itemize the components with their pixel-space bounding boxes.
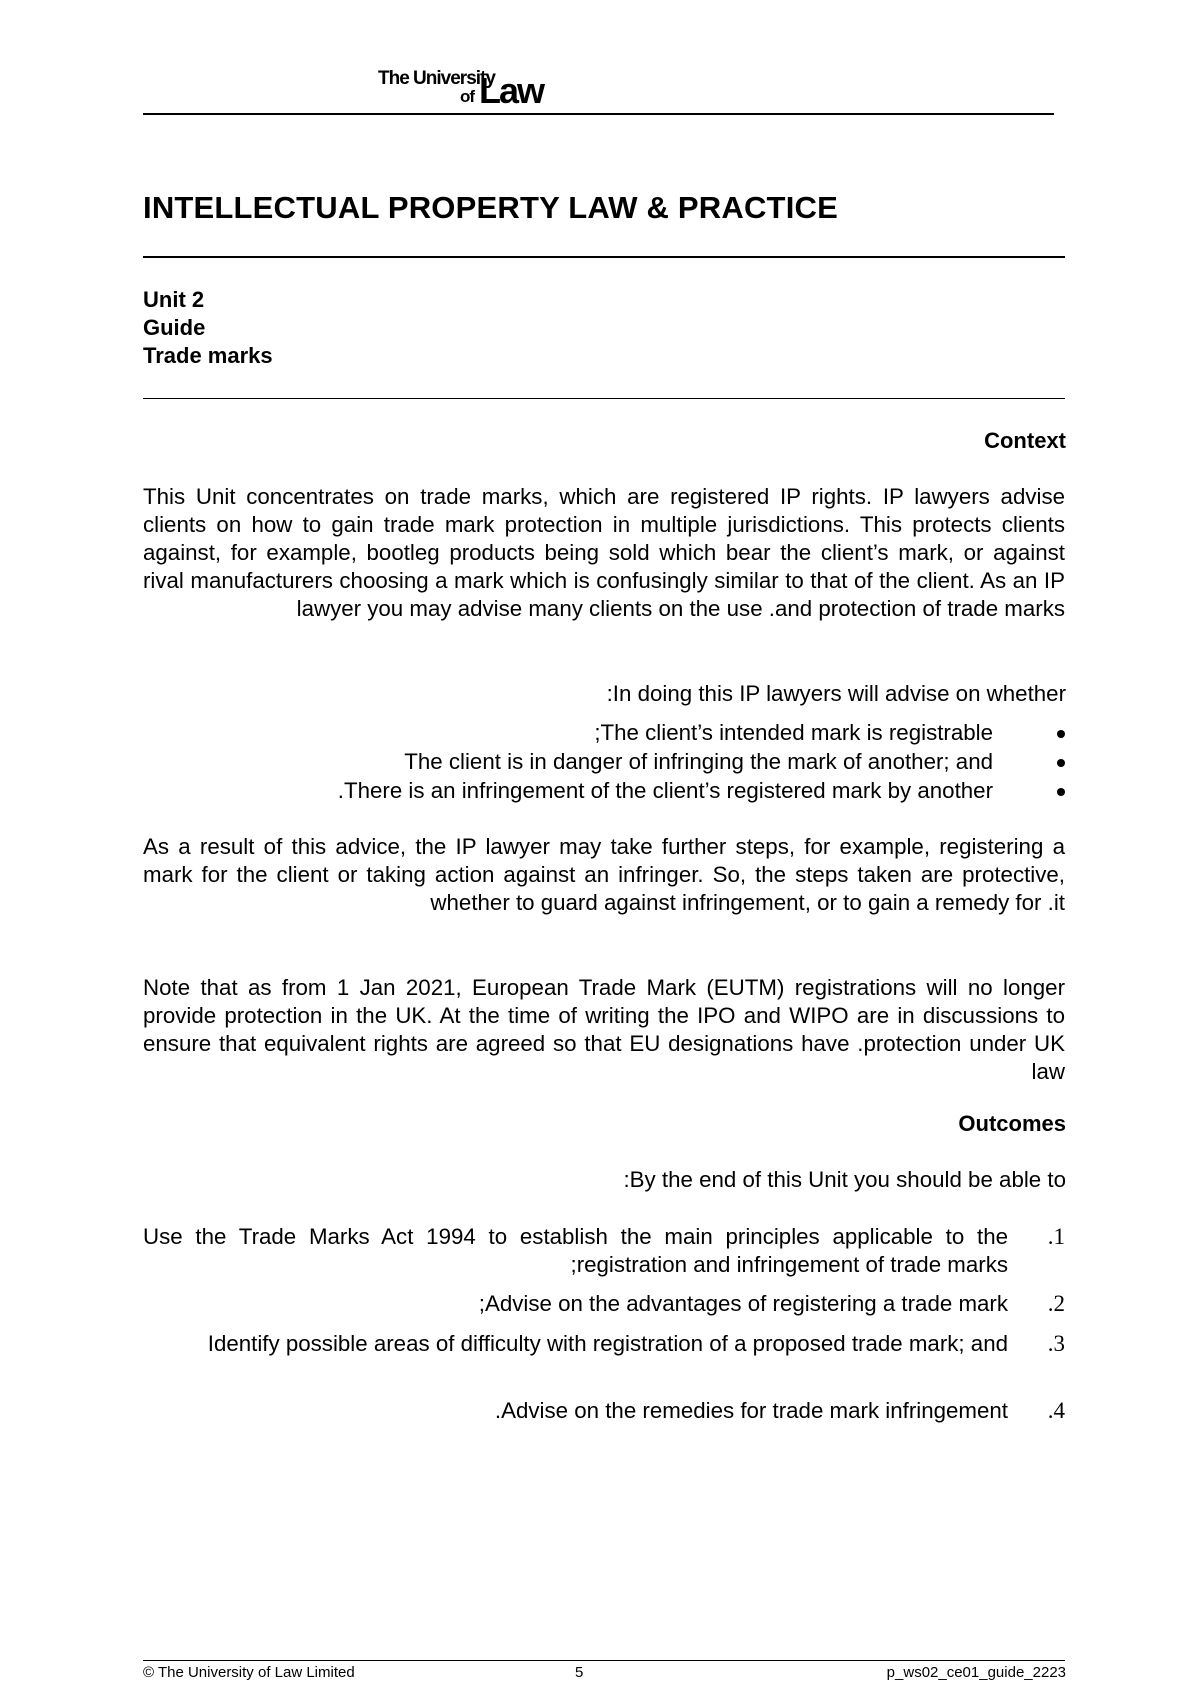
unit-type: Guide <box>143 315 206 340</box>
unit-topic: Trade marks <box>143 343 273 368</box>
bullet-text: The client is in danger of infringing the mark of another; and <box>404 749 993 774</box>
outcome-number: .4 <box>1047 1398 1065 1423</box>
unit-rule <box>143 398 1065 399</box>
outcome-item <box>143 1330 1065 1386</box>
bullet-text: ;The client’s intended mark is registrable <box>594 720 993 745</box>
context-paragraph-1: This Unit concentrates on trade marks, which are registered IP rights. IP lawyers advise clients on how to gain trade mark protection in multiple jurisdictions. This protects clients against, for example, bootleg products being sold which bear the client’s mark, or against rival manufacturers choosing a mark which is confusingly similar to that of the client. As an IP lawyer you may advise many clients on the use .and protection of trade marks <box>143 484 1065 621</box>
context-paragraph-3: Note that as from 1 Jan 2021, European Trade Mark (EUTM) registrations will no longer provide protection in the UK. At the time of writing the IPO and WIPO are in discussions to ensure that equivalent rights are agreed so that EU designations have .protection under UK law <box>143 975 1065 1084</box>
outcomes-intro: :By the end of this Unit you should be able to <box>623 1167 1066 1192</box>
bullet-text: .There is an infringement of the client’s registered mark by another <box>337 778 993 803</box>
bullet-item <box>143 719 1065 747</box>
footer-rule <box>143 1660 1065 1661</box>
context-heading: Context <box>984 428 1066 453</box>
unit-number: Unit 2 <box>143 287 205 312</box>
outcome-item <box>143 1223 1065 1279</box>
bullet-icon <box>1057 759 1065 767</box>
logo-law: Law <box>479 70 544 111</box>
bullet-icon <box>1057 788 1065 796</box>
footer-page-number: 5 <box>575 1664 584 1681</box>
outcome-text: ;Advise on the advantages of registering a trade mark <box>478 1291 1008 1316</box>
unit-info <box>143 286 273 370</box>
header-rule <box>143 113 1054 115</box>
outcome-number: .2 <box>1047 1291 1065 1316</box>
footer-document-code: p_ws02_ce01_guide_2223 <box>886 1664 1066 1681</box>
bullet-icon <box>1057 730 1065 738</box>
bullet-item <box>143 777 1065 805</box>
context-paragraph-2: As a result of this advice, the IP lawyer may take further steps, for example, registering a mark for the client or taking action against an infringer. So, the steps taken are protective, whether to guard against infringement, or to gain a remedy for .it <box>143 834 1065 915</box>
university-logo <box>378 68 588 110</box>
document-title: INTELLECTUAL PROPERTY LAW & PRACTICE <box>143 190 838 225</box>
footer-copyright: © The University of Law Limited <box>143 1664 355 1681</box>
outcome-number: .3 <box>1047 1331 1065 1356</box>
outcome-item <box>143 1397 1065 1425</box>
bullet-item <box>143 748 1065 776</box>
logo-line-university: The University <box>378 68 495 89</box>
outcome-text: Use the Trade Marks Act 1994 to establish the main principles applicable to the ;registration and infringement of trade marks <box>143 1224 1008 1277</box>
context-intro: :In doing this IP lawyers will advise on whether <box>606 681 1066 706</box>
logo-of: of <box>460 87 475 106</box>
outcome-item <box>143 1290 1065 1318</box>
outcome-text: Identify possible areas of difficulty with registration of a proposed trade mark; and <box>207 1331 1008 1356</box>
outcome-number: .1 <box>1047 1224 1065 1249</box>
outcome-text: .Advise on the remedies for trade mark infringement <box>494 1398 1008 1423</box>
title-rule <box>143 256 1065 258</box>
outcomes-heading: Outcomes <box>958 1111 1066 1136</box>
